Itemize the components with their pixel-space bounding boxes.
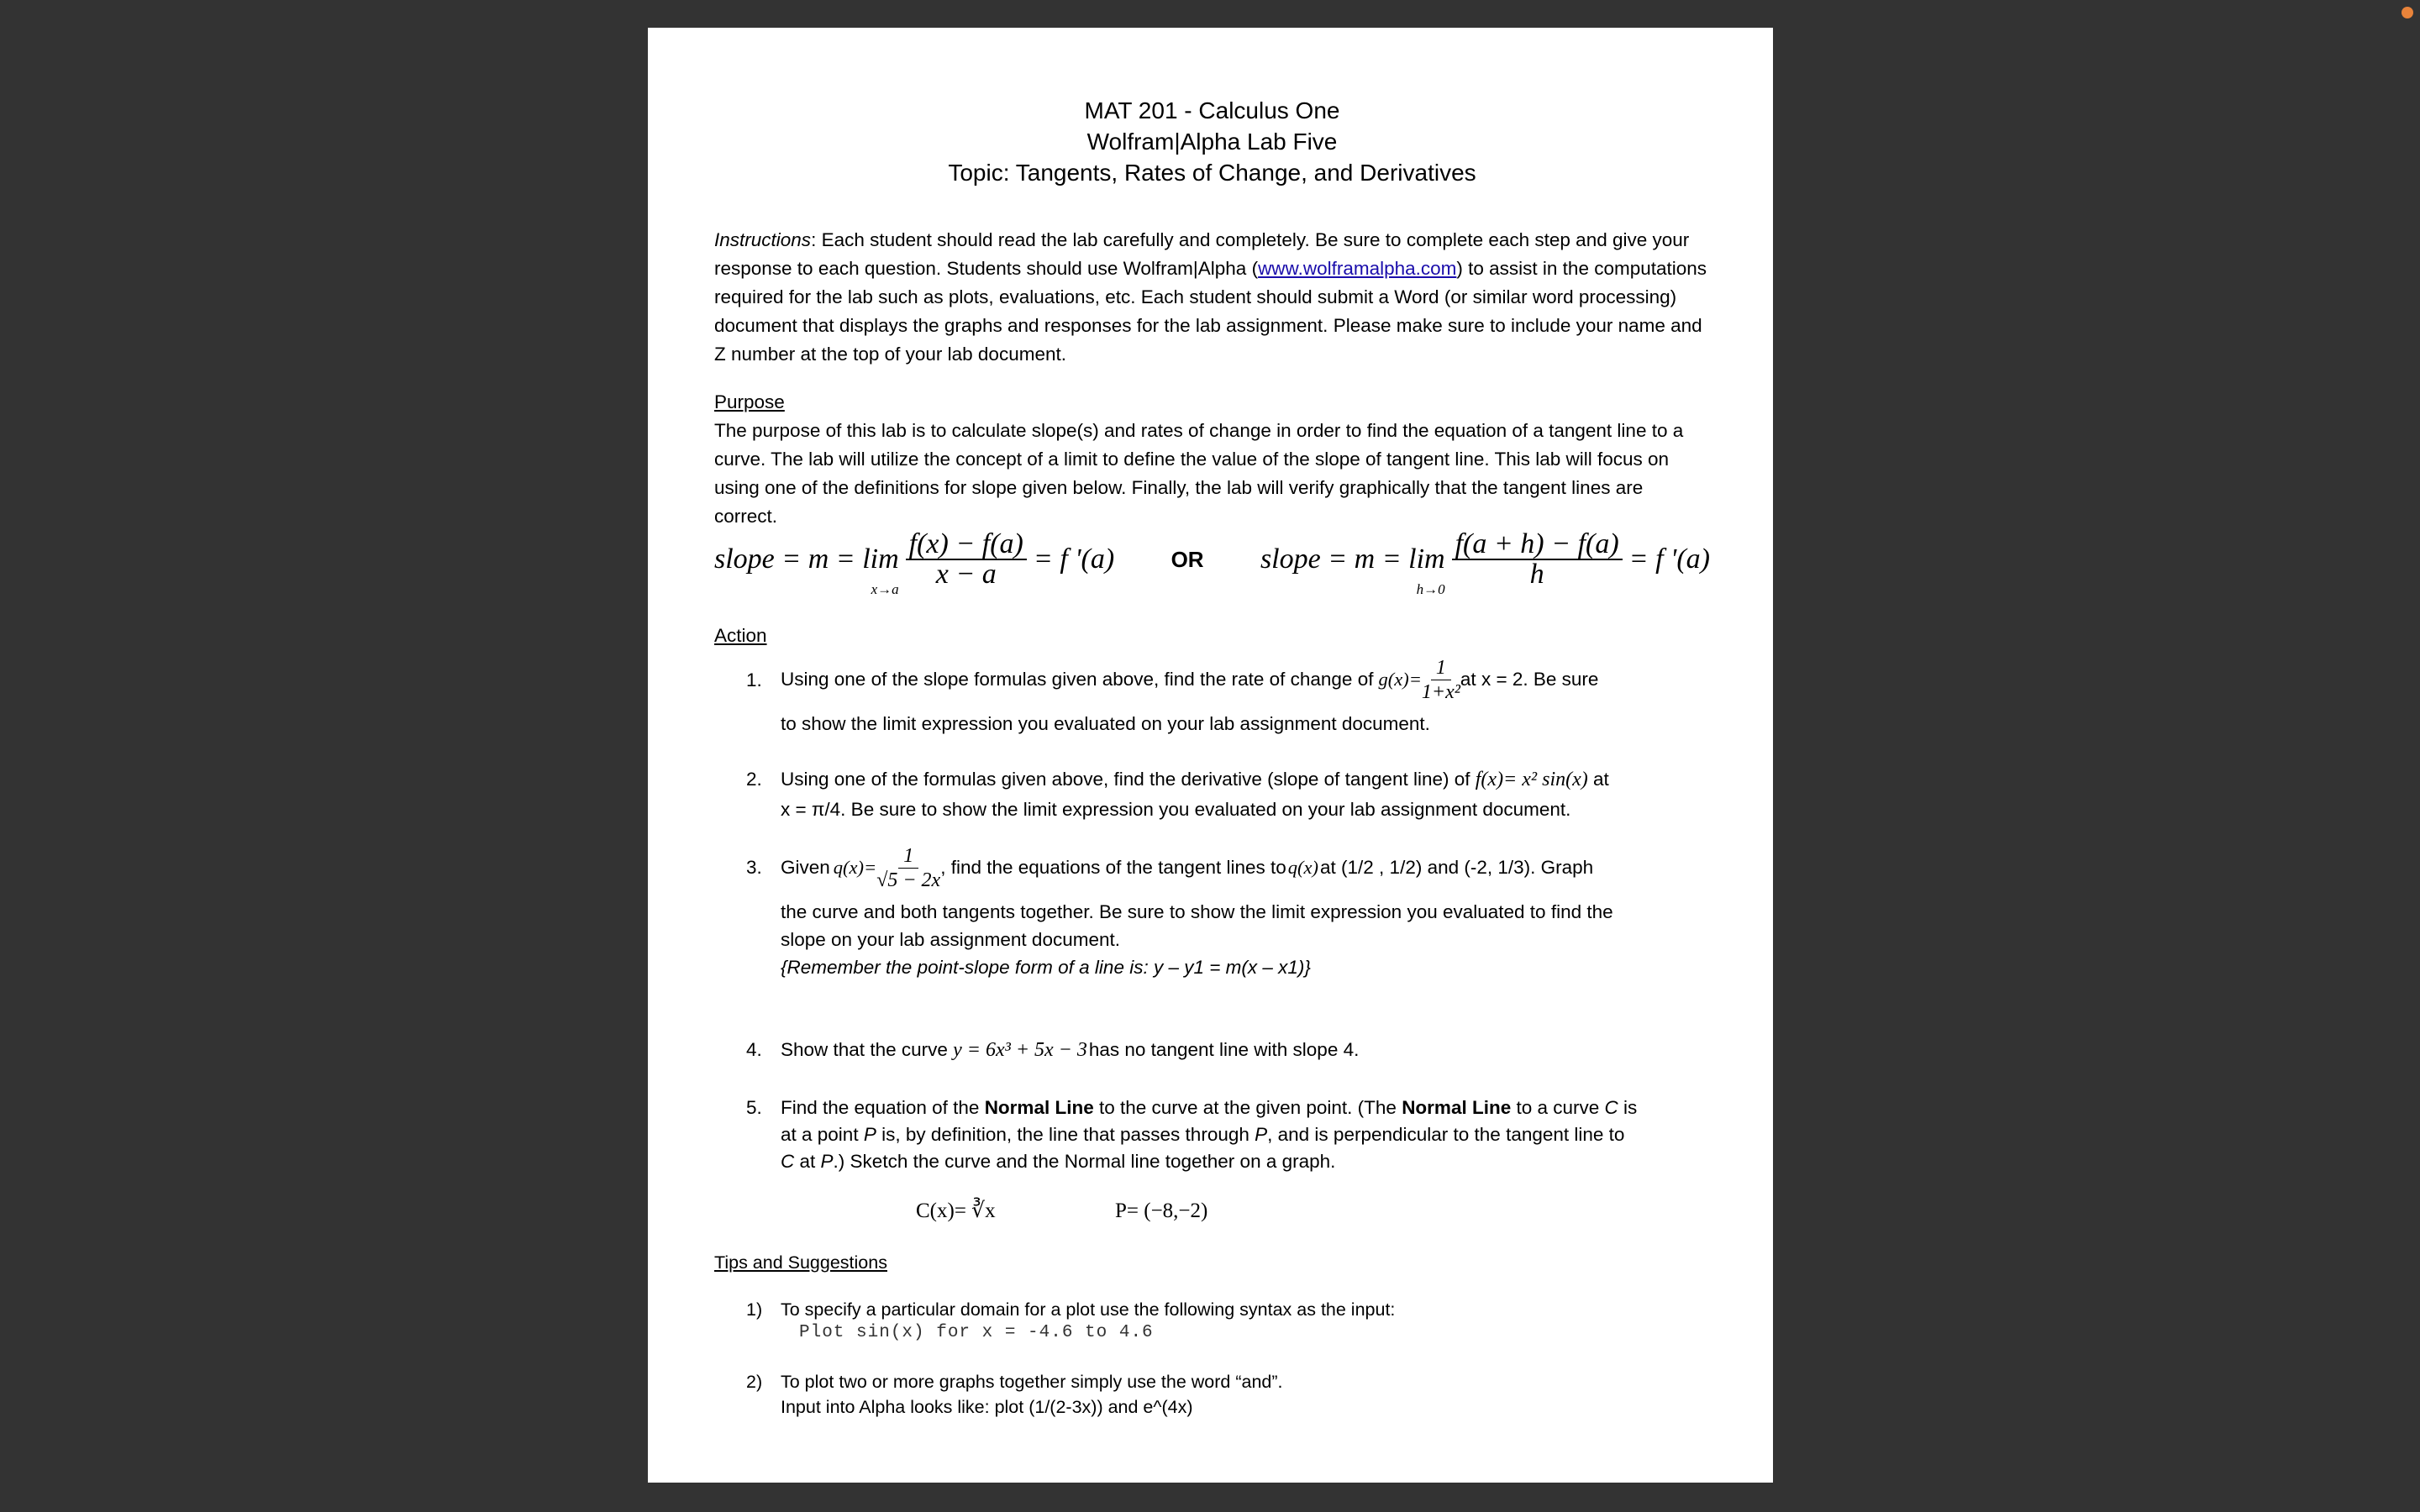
- formula-right-result: = f '(a): [1628, 543, 1710, 575]
- item3-fraction: [876, 844, 940, 892]
- tip2-line2: Input into Alpha looks like: plot (1/(2-3x)) and e^(4x): [781, 1397, 1193, 1417]
- item4-text: Show that the curve: [781, 1039, 954, 1060]
- notification-dot: [2402, 7, 2413, 18]
- formula-left-num: f(x) − f(a): [906, 530, 1027, 560]
- item-number: 3.: [746, 857, 762, 878]
- formula-left-den: x − a: [935, 559, 997, 590]
- item2-text: Using one of the formulas given above, find the derivative (slope of tangent line) of: [781, 769, 1476, 790]
- item3-line3: slope on your lab assignment document.: [781, 929, 1120, 950]
- formula-left-result: = f '(a): [1033, 543, 1115, 575]
- formula-left: [714, 528, 1115, 597]
- item3-line2: the curve and both tangents together. Be sure to show the limit expression you evaluated to find the: [781, 901, 1613, 922]
- item3-text: Given: [781, 857, 830, 878]
- item3-func: q(x)=: [833, 857, 877, 878]
- item1-numerator: 1: [1431, 656, 1451, 680]
- item3-numerator: 1: [898, 844, 918, 869]
- tip1-code: Plot sin(x) for x = -4.6 to 4.6: [799, 1323, 1154, 1342]
- item5-curve: C(x)= ∛x: [916, 1200, 996, 1222]
- item3-mid: , find the equations of the tangent lines to: [940, 857, 1286, 878]
- topic-title: Topic: Tangents, Rates of Change, and Derivatives: [948, 160, 1476, 186]
- item4-expr: y = 6x³ + 5x − 3: [953, 1039, 1087, 1061]
- item2-line2: x = π/4. Be sure to show the limit expression you evaluated on your lab assignment document.: [781, 799, 1571, 820]
- instructions-label: Instructions: [714, 229, 812, 250]
- item1-denominator: 1+x²: [1421, 680, 1460, 703]
- tips-heading: Tips and Suggestions: [714, 1252, 887, 1273]
- formula-left-sub: x→a: [871, 581, 899, 597]
- item3-line4: {Remember the point-slope form of a line is: y – y1 = m(x – x1)}: [781, 957, 1311, 978]
- item5-line2: at a point P is, by definition, the line that passes through P, and is perpendicular to the tangent line to: [781, 1124, 1625, 1145]
- item5-line3: C at P.) Sketch the curve and the Normal line together on a graph.: [781, 1151, 1336, 1172]
- formula-right: [1260, 528, 1710, 597]
- tip2-text: To plot two or more graphs together simply use the word “and”.: [781, 1372, 1283, 1392]
- instructions-text-2: ) to assist in the computations required for the lab such as plots, evaluations, etc. Each student should submit a Word (or similar word processing) document that displays the graphs and responses for the lab assignment. Please make sure to include your name and Z number at the top of your lab document.: [714, 258, 1707, 365]
- tip1-text: To specify a particular domain for a plot use the following syntax as the input:: [781, 1299, 1396, 1320]
- formula-right-sub: h→0: [1416, 581, 1445, 597]
- item-number: 2.: [746, 769, 762, 790]
- item-number: 5.: [746, 1097, 762, 1118]
- item3-qx: q(x): [1287, 857, 1319, 878]
- item5-point: P= (−8,−2): [1115, 1200, 1208, 1222]
- formula-right-num: f(a + h) − f(a): [1452, 530, 1623, 560]
- item3-after: at (1/2 , 1/2) and (-2, 1/3). Graph: [1320, 857, 1594, 878]
- item5-line1: Find the equation of the Normal Line to the curve at the given point. (The Normal Line to a curve C is: [781, 1097, 1638, 1118]
- formula-or: OR: [1171, 547, 1204, 572]
- item1-line2: to show the limit expression you evaluated on your lab assignment document.: [781, 713, 1430, 734]
- item1-fraction: [1422, 656, 1460, 704]
- item2-after: at: [1587, 769, 1609, 790]
- item-number: 4.: [746, 1039, 762, 1060]
- purpose-heading: Purpose: [714, 391, 785, 412]
- formula-right-prefix: slope = m = lim: [1260, 543, 1445, 575]
- item1-func: g(x)=: [1378, 669, 1422, 690]
- wolfram-link[interactable]: www.wolframalpha.com: [1258, 258, 1457, 279]
- item3-denominator: √5 − 2x: [876, 869, 941, 891]
- instructions-paragraph: [714, 226, 1710, 369]
- item2-func: f(x)= x² sin(x): [1475, 769, 1588, 790]
- lab-title: Wolfram|Alpha Lab Five: [1086, 129, 1338, 155]
- item-number: 1.: [746, 669, 762, 690]
- tip-number: 2): [746, 1372, 763, 1392]
- action-heading: Action: [714, 625, 767, 646]
- formula-left-prefix: slope = m = lim: [714, 543, 899, 575]
- slope-formulas: [714, 517, 1710, 601]
- instructions-text-1: : Each student should read the lab carefully and completely. Be sure to complete each step and give your response to each question. Students should use Wolfram|Alpha (: [714, 229, 1690, 279]
- document-page: [648, 28, 1773, 1483]
- tip-number: 1): [746, 1299, 763, 1320]
- item1-text: Using one of the slope formulas given above, find the rate of change of: [781, 669, 1374, 690]
- item4-after: has no tangent line with slope 4.: [1088, 1039, 1360, 1060]
- purpose-paragraph: The purpose of this lab is to calculate slope(s) and rates of change in order to find the equation of a tangent line to a curve. The lab will utilize the concept of a limit to define the value of the slope of tangent line. This lab will focus on using one of the definitions for slope given below. Finally, the lab will verify graphically that the tangent lines are correct.: [714, 420, 1684, 527]
- formula-right-den: h: [1529, 559, 1544, 590]
- item1-after: at x = 2. Be sure: [1460, 669, 1599, 690]
- course-title: MAT 201 - Calculus One: [1084, 97, 1340, 123]
